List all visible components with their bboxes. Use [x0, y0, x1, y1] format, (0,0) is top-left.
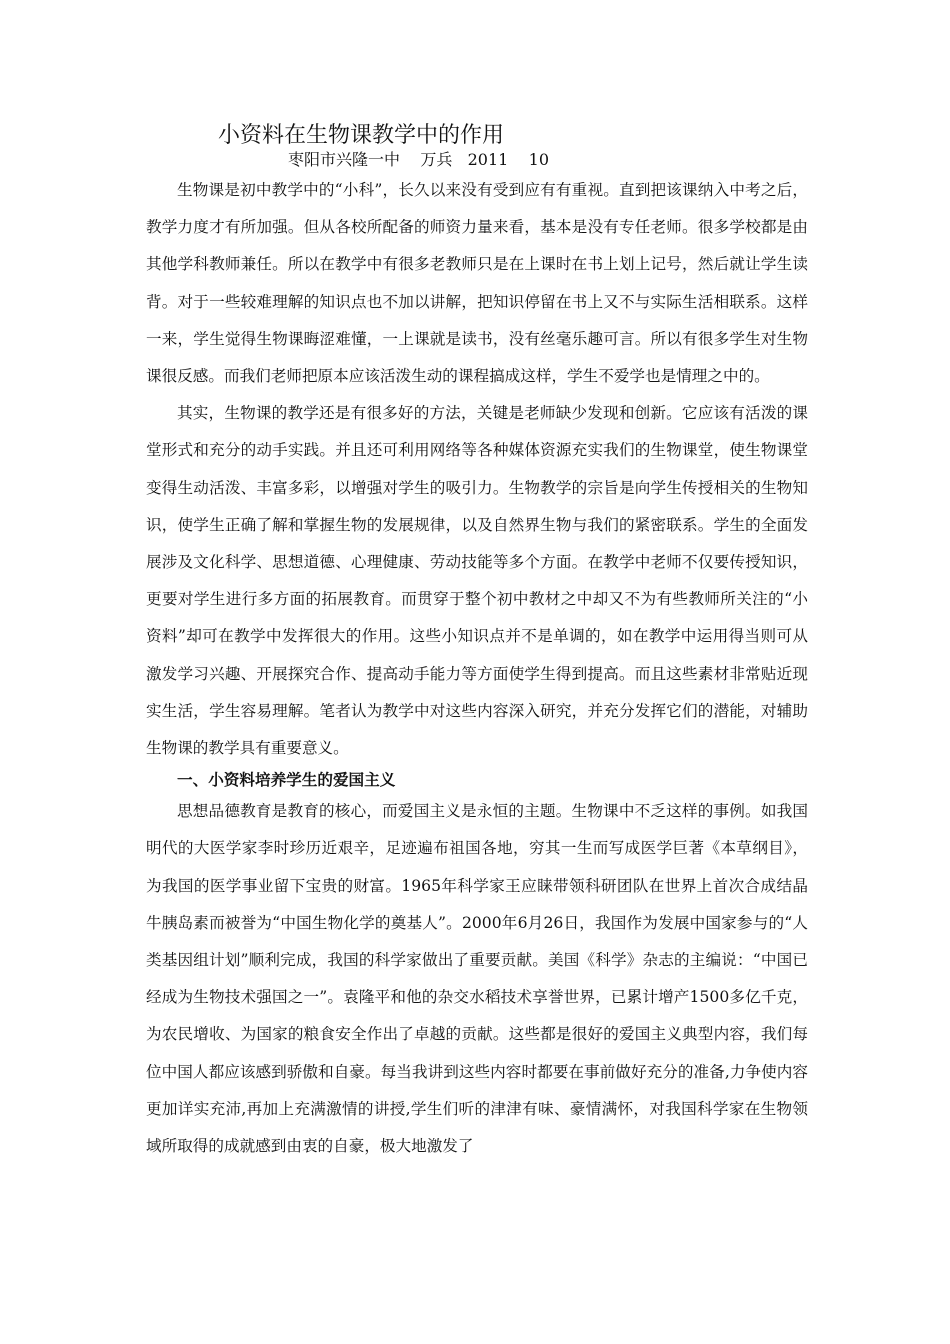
section-heading: 一、小资料培养学生的爱国主义	[177, 770, 396, 790]
section-paragraph: 思想品德教育是教育的核心，而爱国主义是永恒的主题。生物课中不乏这样的事例。如我国明代的大医学家李时珍历近艰辛，足迹遍布祖国各地，穷其一生而写成医学巨著《本草纲目》，为我国的医学事业留下宝贵的财富。1965年科学家王应睐带领科研团队在世界上首次合成结晶牛胰岛素而被誉为“中国生物化学的奠基人”。2000年6月26日，我国作为发展中国家参与的“人类基因组计划”顺利完成，我国的科学家做出了重要贡献。美国《科学》杂志的主编说：“中国已经成为生物技术强国之一”。袁隆平和他的杂交水稻技术享誉世界，已累计增产1500多亿千克，为农民增收、为国家的粮食安全作出了卓越的贡献。这些都是很好的爱国主义典型内容，我们每位中国人都应该感到骄傲和自豪。每当我讲到这些内容时都要在事前做好充分的准备,力争使内容更加详实充沛,再加上充满激情的讲授,学生们听的津津有味、豪情满怀，对我国科学家在生物领域所取得的成就感到由衷的自豪，极大地激发了	[146, 802, 808, 1156]
intro-paragraph-1: 生物课是初中教学中的“小科”，长久以来没有受到应有有重视。直到把该课纳入中考之后，教学力度才有所加强。但从各校所配备的师资力量来看，基本是没有专任老师。很多学校都是由其他学科教师兼任。所以在教学中有很多老教师只是在上课时在书上划上记号，然后就让学生读背。对于一些较难理解的知识点也不加以讲解，把知识停留在书上又不与实际生活相联系。这样一来，学生觉得生物课晦涩难懂，一上课就是读书，没有丝毫乐趣可言。所以有很多学生对生物课很反感。而我们老师把原本应该活泼生动的课程搞成这样，学生不爱学也是情理之中的。	[146, 181, 808, 386]
author-byline: 枣阳市兴隆一中 万兵 2011 10	[288, 150, 550, 169]
document-title: 小资料在生物课教学中的作用	[218, 123, 505, 148]
document-body	[146, 172, 808, 1165]
intro-paragraph-2: 其实，生物课的教学还是有很多好的方法，关键是老师缺少发现和创新。它应该有活泼的课堂形式和充分的动手实践。并且还可利用网络等各种媒体资源充实我们的生物课堂，使生物课堂变得生动活泼、丰富多彩，以增强对学生的吸引力。生物教学的宗旨是向学生传授相关的生物知识，使学生正确了解和掌握生物的发展规律，以及自然界生物与我们的紧密联系。学生的全面发展涉及文化科学、思想道德、心理健康、劳动技能等多个方面。在教学中老师不仅要传授知识，更要对学生进行多方面的拓展教育。而贯穿于整个初中教材之中却又不为有些教师所关注的“小资料”却可在教学中发挥很大的作用。这些小知识点并不是单调的，如在教学中运用得当则可从激发学习兴趣、开展探究合作、提高动手能力等方面使学生得到提高。而且这些素材非常贴近现实生活，学生容易理解。笔者认为教学中对这些内容深入研究，并充分发挥它们的潜能，对辅助生物课的教学具有重要意义。	[146, 404, 808, 758]
